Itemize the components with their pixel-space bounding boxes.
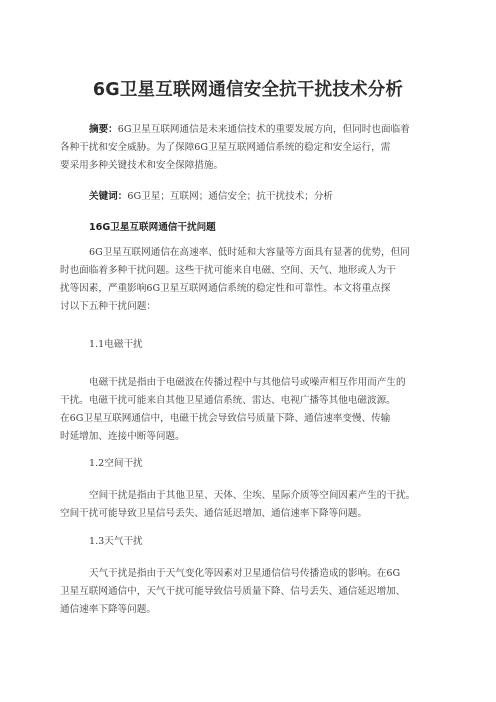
subsection-1-3-line-1: 天气干扰是指由于天气变化等因素对卫星通信信号传播造成的影响。在6G (89, 568, 401, 579)
subsection-1-2-line-1: 空间干扰是指由于其他卫星、天体、尘埃、星际介质等空间因素产生的干扰。 (89, 490, 416, 501)
subsection-1-1-line-2: 干扰。电磁干扰可能来自其他卫星通信系统、雷达、电视广播等其他电磁波源。 (60, 395, 396, 406)
subsection-1-2-line-2: 空间干扰可能导致卫星信号丢失、通信延迟增加、通信速率下降等问题。 (60, 508, 367, 519)
section-1-line-2: 时也面临着多种干扰问题。这些干扰可能来自电磁、空间、天气、地形或人为干 (60, 265, 396, 276)
subsection-1-2-heading: 1.2空间干扰 (89, 458, 143, 469)
keywords-label: 关键词： (89, 191, 128, 202)
abstract-line-2: 各种干扰和安全威胁。为了保障6G卫星互联网通信系统的稳定和安全运行，需 (60, 142, 391, 153)
abstract-line-3: 要采用多种关键技术和安全保障措施。 (60, 160, 224, 171)
subsection-1-1-line-1: 电磁干扰是指由于电磁波在传播过程中与其他信号或噪声相互作用而产生的 (89, 377, 406, 388)
document-title: 6G卫星互联网通信安全抗干扰技术分析 (92, 80, 404, 100)
section-1-line-4: 讨以下五种干扰问题： (60, 301, 156, 312)
abstract-text: 6G卫星互联网通信是未来通信技术的重要发展方向，但同时也面临着 (117, 124, 410, 135)
keywords-text: 6G卫星；互联网；通信安全；抗干扰技术；分析 (127, 191, 334, 202)
keywords-line (89, 191, 333, 203)
abstract-line-1 (89, 124, 410, 136)
subsection-1-1-heading: 1.1电磁干扰 (89, 339, 143, 350)
abstract-label: 摘要： (89, 124, 118, 135)
subsection-1-1-line-3: 在6G卫星互联网通信中，电磁干扰会导致信号质量下降、通信速率变慢、传输 (60, 413, 391, 424)
section-1-line-3: 扰等因素，严重影响6G卫星互联网通信系统的稳定性和可靠性。本文将重点探 (60, 283, 391, 294)
subsection-1-3-heading: 1.3天气干扰 (89, 536, 143, 547)
section-1-heading: 16G卫星互联网通信干扰问题 (89, 222, 216, 233)
subsection-1-1-line-4: 时延增加、连接中断等问题。 (60, 431, 185, 442)
section-1-line-1: 6G卫星互联网通信在高速率、低时延和大容量等方面具有显著的优势，但同 (89, 247, 410, 258)
subsection-1-3-line-2: 卫星互联网通信中，天气干扰可能导致信号质量下降、信号丢失、通信延迟增加、 (60, 586, 406, 597)
subsection-1-3-line-3: 通信速率下降等问题。 (60, 604, 156, 615)
